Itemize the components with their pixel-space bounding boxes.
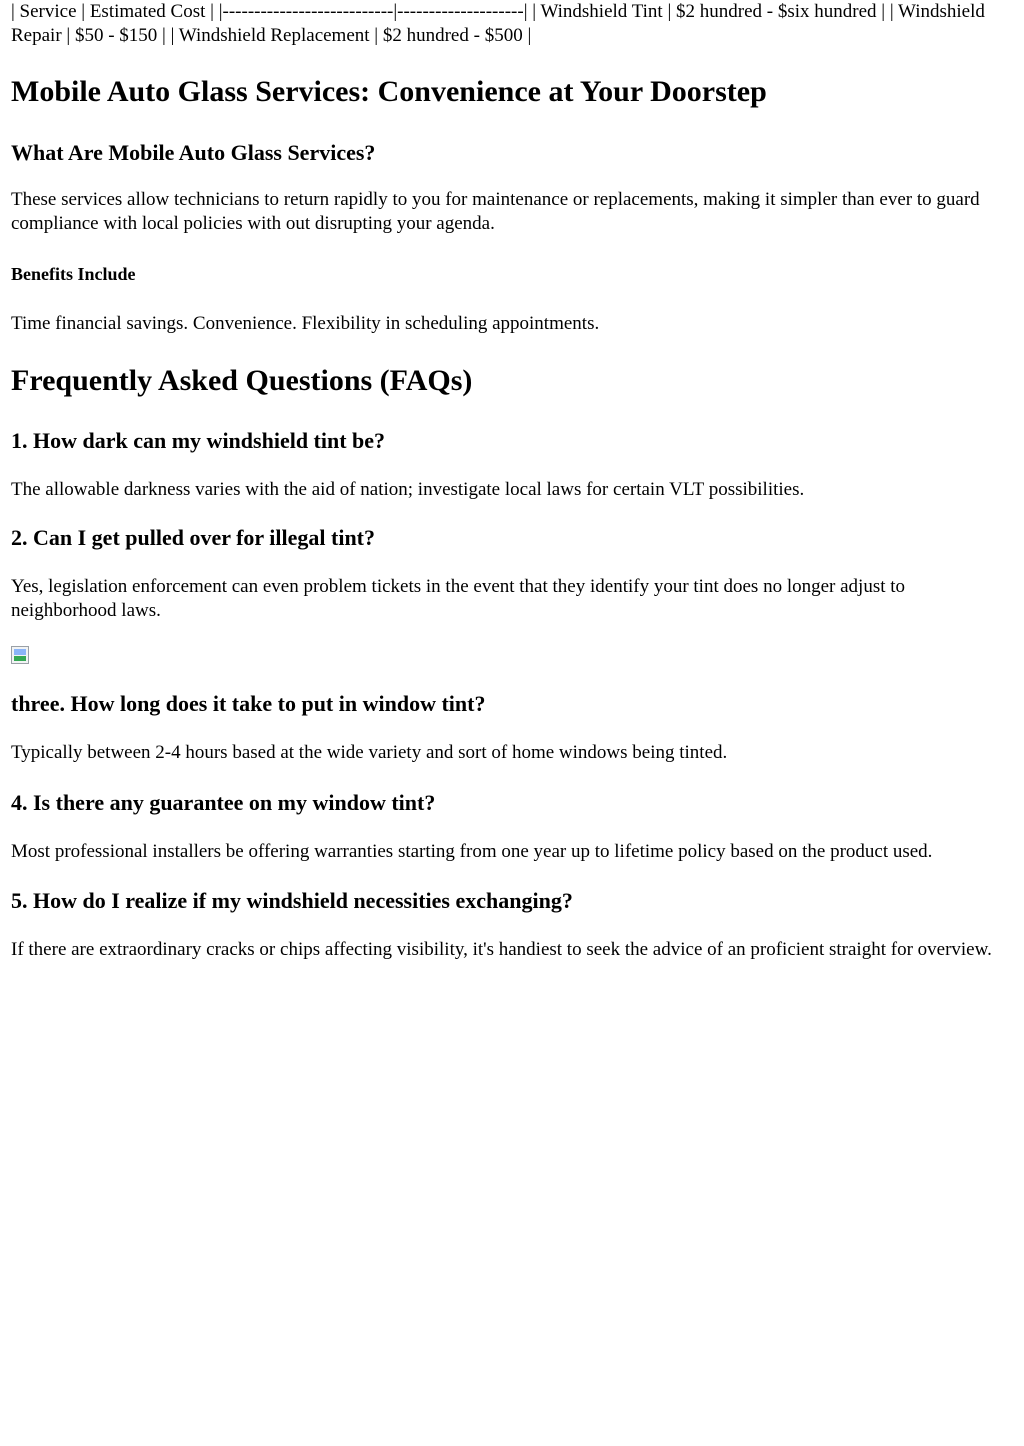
benefits-body: Time financial savings. Convenience. Flexibility in scheduling appointments.	[11, 313, 600, 334]
broken-image-frame	[11, 646, 29, 664]
broken-image-hill	[14, 656, 26, 661]
faq-question: three. How long does it take to put in window tint?	[11, 691, 486, 716]
faq-question: 4. Is there any guarantee on my window tint?	[11, 789, 436, 815]
faq-answer: The allowable darkness varies with the aid of nation; investigate local laws for certain VLT possibilities.	[11, 478, 805, 500]
faq-question: 5. How do I realize if my windshield necessities exchanging?	[11, 888, 573, 913]
faq-answer: Typically between 2-4 hours based at the wide variety and sort of home windows being tinted.	[11, 742, 728, 763]
broken-image-sky	[14, 649, 26, 655]
faq-answer: If there are extraordinary cracks or chips affecting visibility, it's handiest to seek the advice of an proficient straight for overview.	[11, 939, 992, 960]
faq-answer: Yes, legislation enforcement can even problem tickets in the event that they identify your tint does no longer adjust to neighborhood laws.	[11, 576, 906, 621]
pricing-table-text: | Service | Estimated Cost | |---------------------------|--------------------| | Windshield Tint | $2 hundred - $six hundred | | Windshield Repair | $50 - $150 | | Windshield Replacement | $2 hundred - $500 |	[11, 1, 985, 46]
section-heading-what: What Are Mobile Auto Glass Services?	[11, 140, 376, 165]
page-title: Mobile Auto Glass Services: Convenience at Your Doorstep	[11, 75, 767, 108]
faq-question: 1. How dark can my windshield tint be?	[11, 427, 386, 453]
benefits-heading: Benefits Include	[11, 264, 136, 284]
section-body-what: These services allow technicians to return rapidly to you for maintenance or replacements, making it simpler than ever to guard compliance with local policies with out disrupting your agenda.	[11, 189, 980, 234]
faq-title: Frequently Asked Questions (FAQs)	[11, 363, 473, 397]
faq-question: 2. Can I get pulled over for illegal tint?	[11, 525, 376, 550]
faq-answer: Most professional installers be offering warranties starting from one year up to lifetime policy based on the product used.	[11, 840, 933, 862]
broken-image-icon	[11, 646, 31, 666]
